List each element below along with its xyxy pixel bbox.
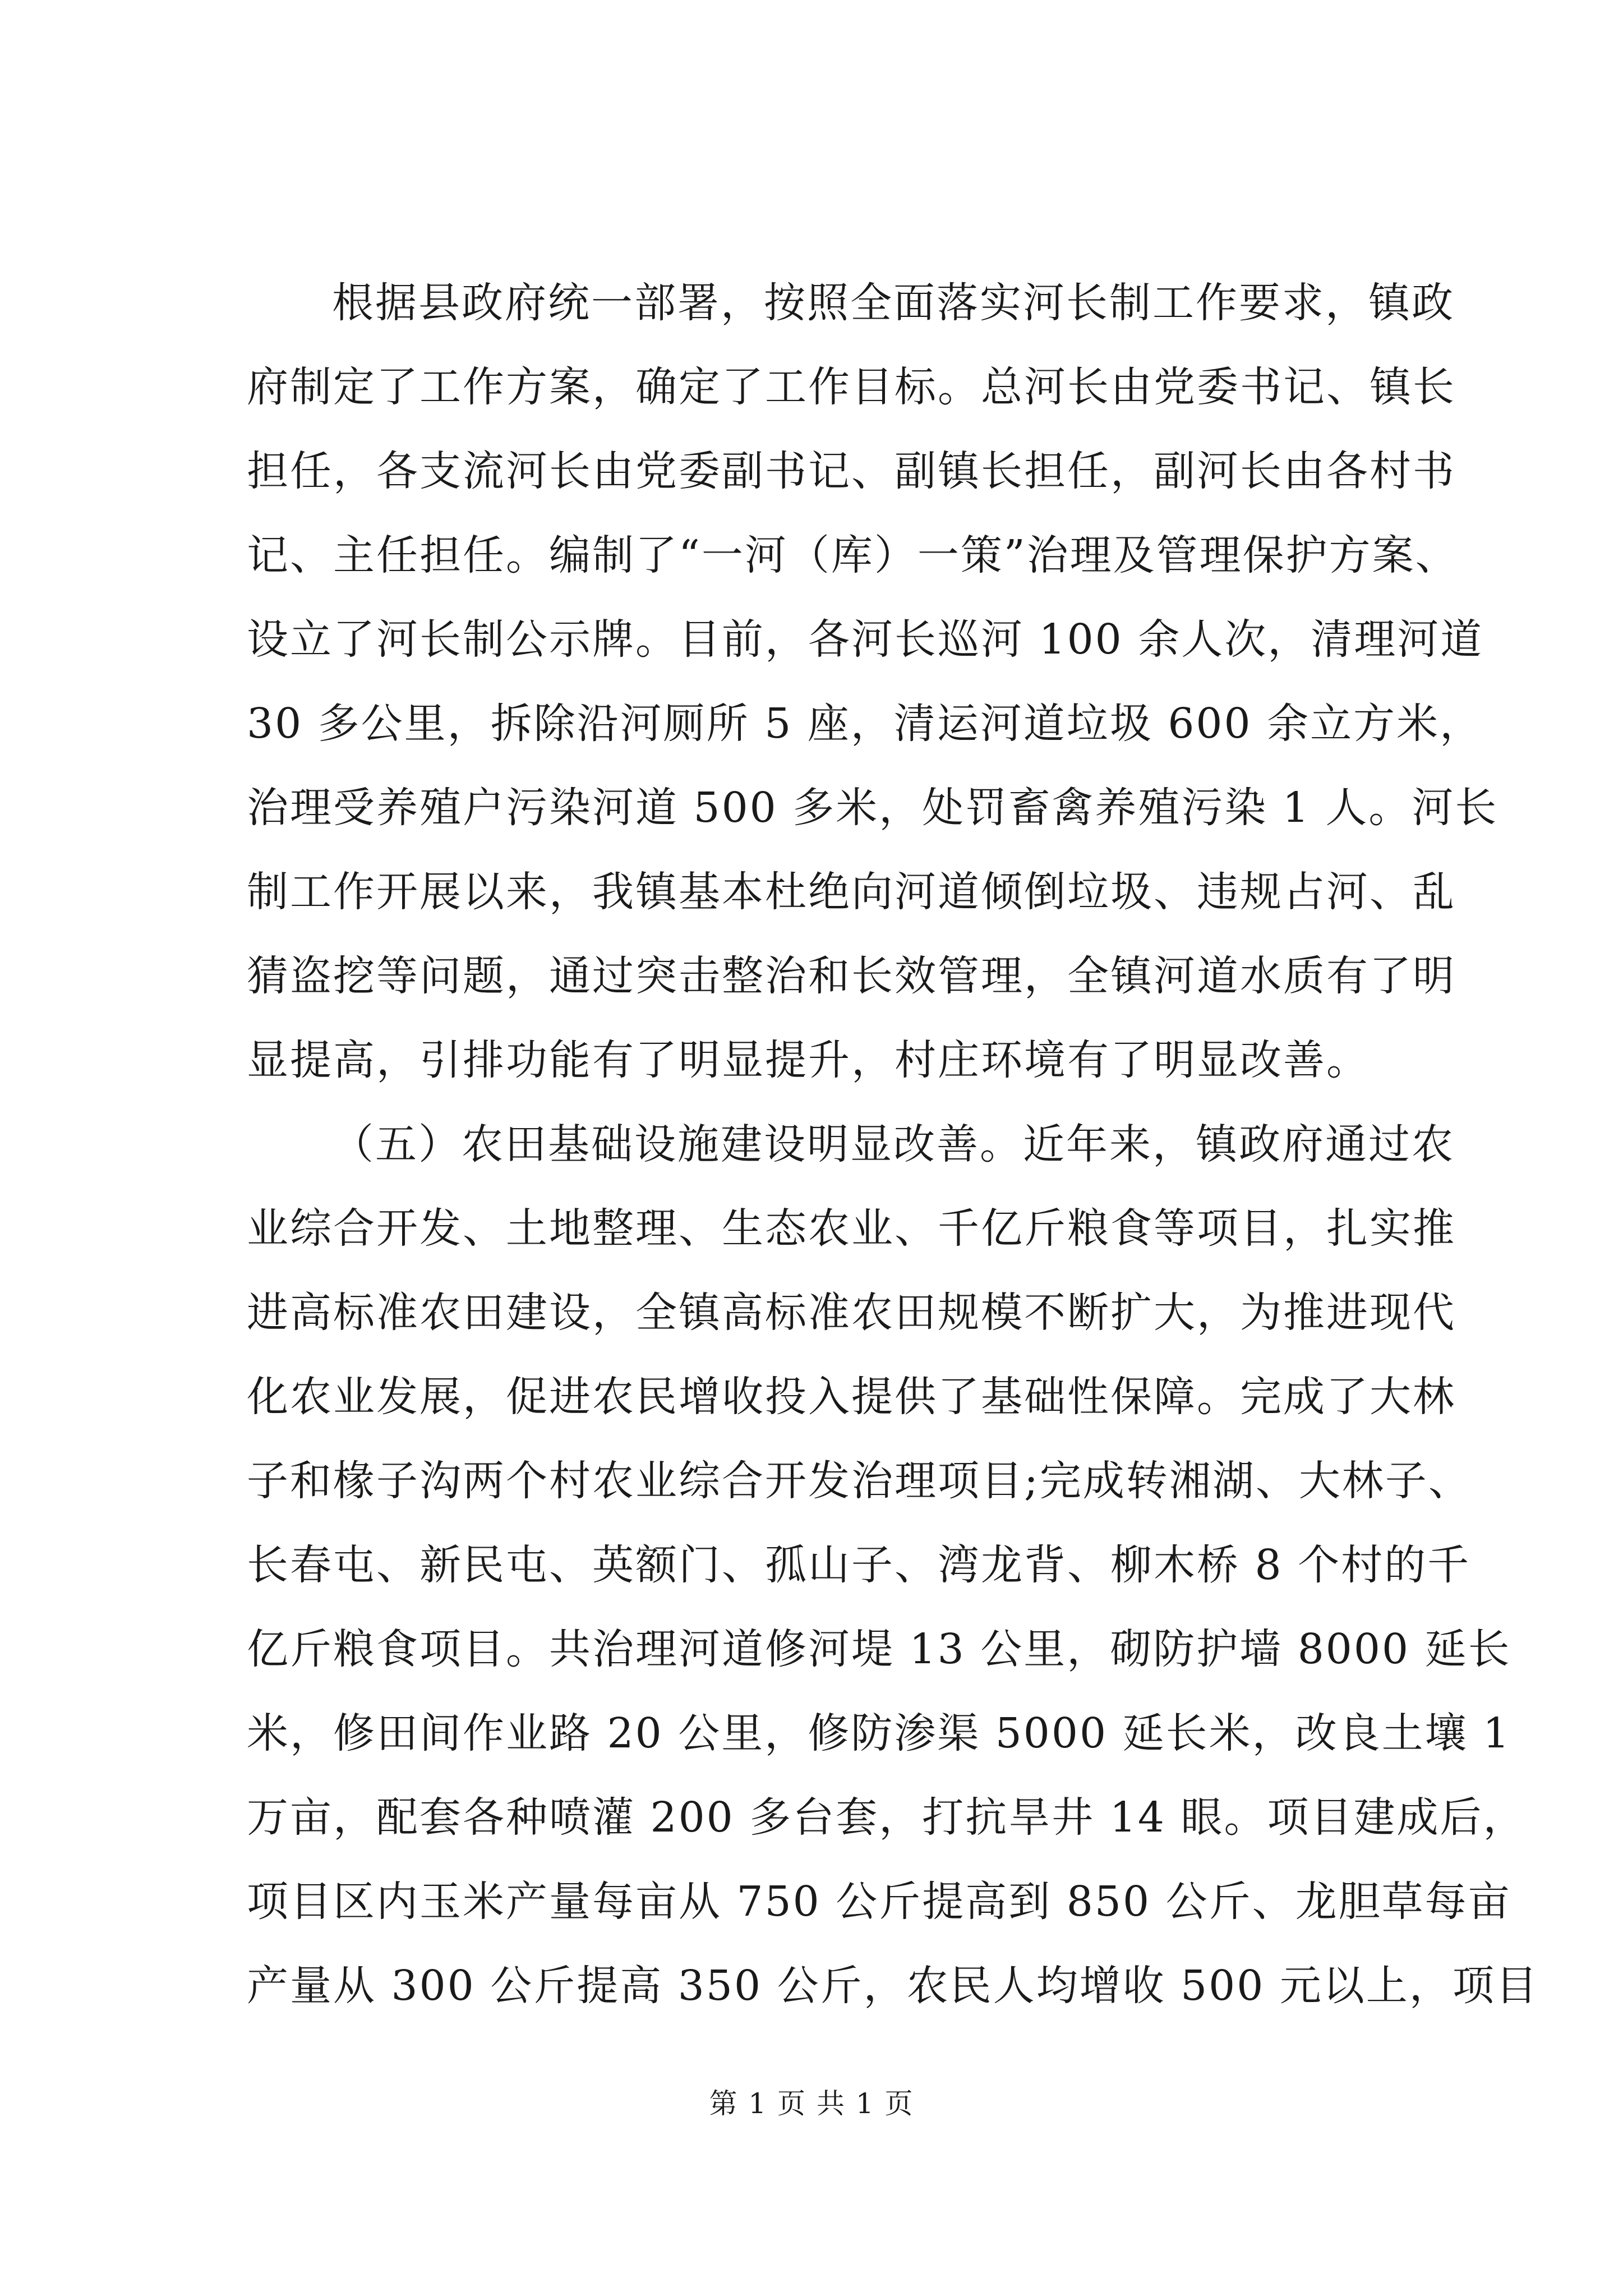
- paragraph-line: 根据县政府统一部署，按照全面落实河长制工作要求，镇政: [332, 279, 1455, 327]
- page-number-label: 第 1 页 共 1 页: [709, 2087, 914, 2120]
- paragraph-line: 进高标准农田建设，全镇高标准农田规模不断扩大，为推进现代: [247, 1289, 1456, 1337]
- paragraph-line: 设立了河长制公示牌。目前，各河长巡河 100 余人次，清理河道: [247, 615, 1484, 664]
- paragraph-line: 子和椽子沟两个村农业综合开发治理项目;完成转湘湖、大林子、: [247, 1457, 1472, 1505]
- document-body: [247, 261, 1539, 2028]
- paragraph-line: 项目区内玉米产量每亩从 750 公斤提高到 850 公斤、龙胆草每亩: [247, 1878, 1511, 1926]
- paragraph-line: 30 多公里，拆除沿河厕所 5 座，清运河道垃圾 600 余立方米，: [247, 700, 1483, 748]
- paragraph-line: 业综合开发、土地整理、生态农业、千亿斤粮食等项目，扎实推: [247, 1204, 1456, 1253]
- paragraph-line: （五）农田基础设施建设明显改善。近年来，镇政府通过农: [332, 1120, 1455, 1168]
- paragraph-line: 担任，各支流河长由党委副书记、副镇长担任，副河长由各村书: [247, 447, 1456, 495]
- paragraph-line: 化农业发展，促进农民增收投入提供了基础性保障。完成了大林: [247, 1373, 1456, 1421]
- paragraph-line: 府制定了工作方案，确定了工作目标。总河长由党委书记、镇长: [247, 363, 1456, 411]
- paragraph-line: 米，修田间作业路 20 公里，修防渗渠 5000 延长米，改良土壤 1: [247, 1709, 1511, 1757]
- paragraph-line: 猜盗挖等问题，通过突击整治和长效管理，全镇河道水质有了明: [247, 952, 1456, 1000]
- paragraph-line: 记、主任担任。编制了“一河（库）一策”治理及管理保护方案、: [247, 531, 1459, 579]
- paragraph-farmland-infrastructure: [247, 1102, 1539, 2028]
- paragraph-line: 万亩，配套各种喷灌 200 多台套，打抗旱井 14 眼。项目建成后，: [247, 1793, 1527, 1842]
- paragraph-line: 显提高，引排功能有了明显提升，村庄环境有了明显改善。: [247, 1036, 1370, 1084]
- paragraph-line: 亿斤粮食项目。共治理河道修河堤 13 公里，砌防护墙 8000 延长: [247, 1625, 1511, 1673]
- paragraph-river-chief: [247, 261, 1498, 1102]
- page-footer: [0, 2087, 1623, 2120]
- paragraph-line: 长春屯、新民屯、英额门、孤山子、湾龙背、柳木桥 8 个村的千: [247, 1541, 1471, 1589]
- paragraph-line: 产量从 300 公斤提高 350 公斤，农民人均增收 500 元以上，项目: [247, 1962, 1539, 2010]
- paragraph-line: 治理受养殖户污染河道 500 多米，处罚畜禽养殖污染 1 人。河长: [247, 784, 1498, 832]
- paragraph-line: 制工作开展以来，我镇基本杜绝向河道倾倒垃圾、违规占河、乱: [247, 868, 1456, 916]
